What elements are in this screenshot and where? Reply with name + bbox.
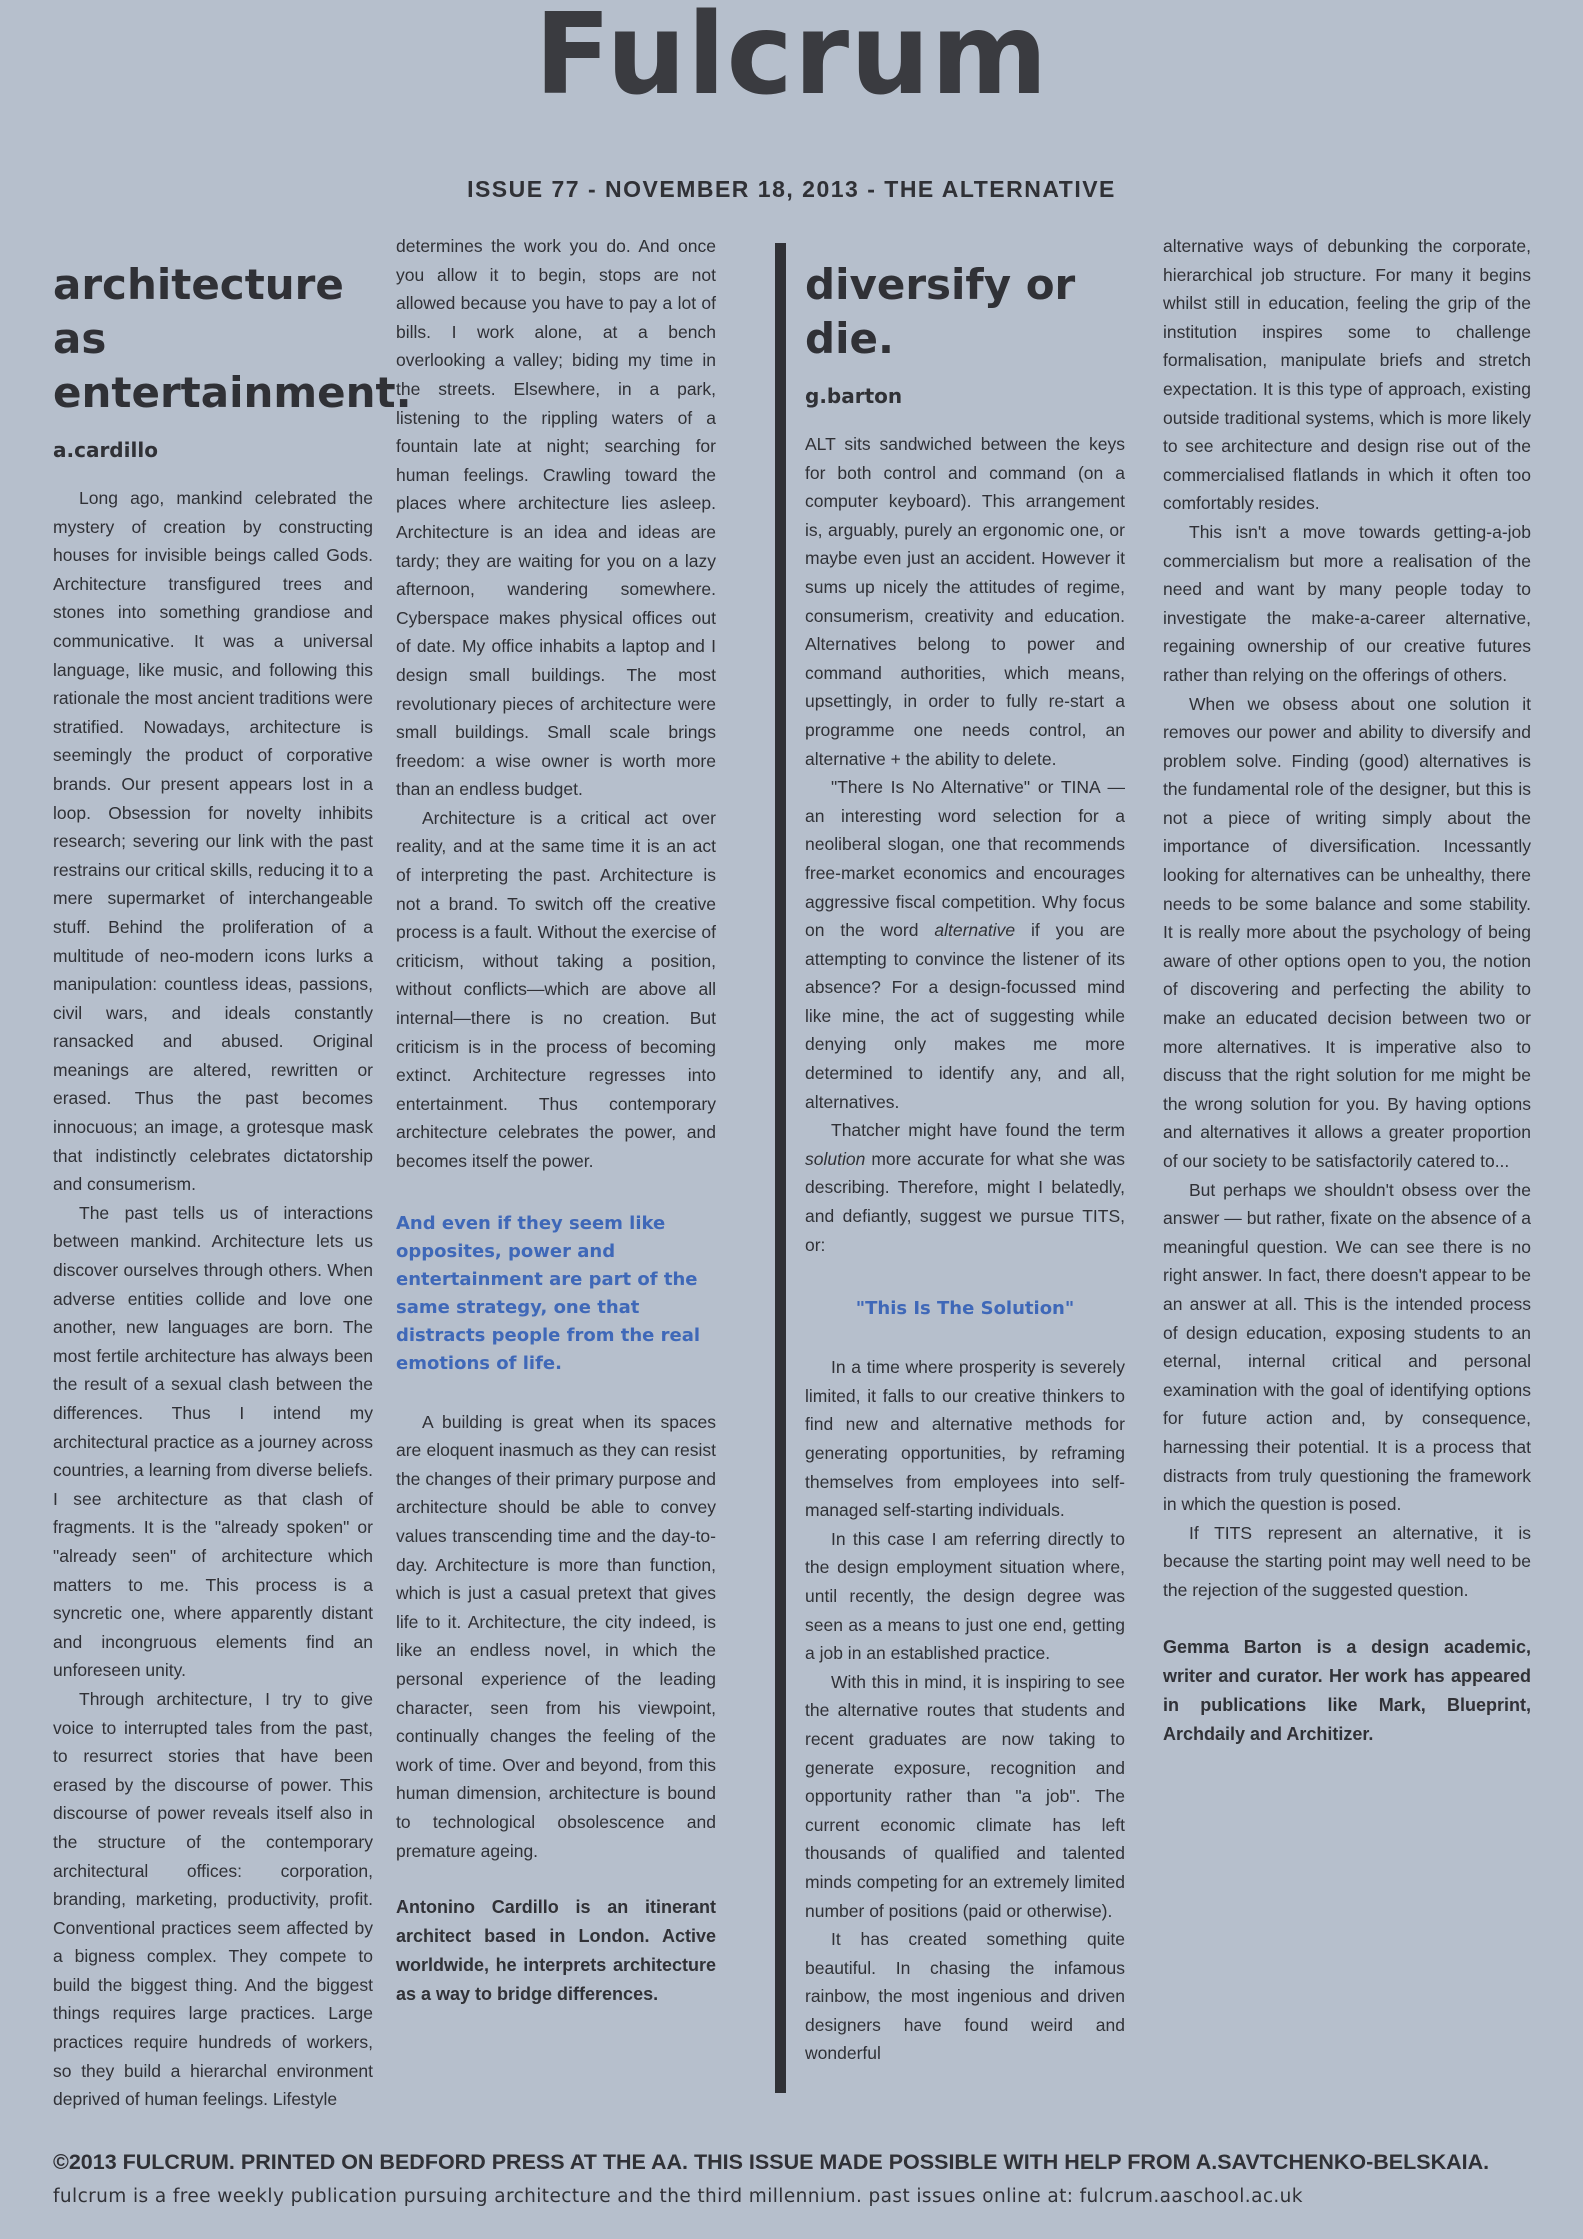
article2-paragraph-thatcher (805, 1116, 1125, 1259)
article1-paragraph: The past tells us of interactions between mankind. Architecture lets us discover ourselves through others. When adverse entities collide and love one another, new languages are born. The most fertile architecture has always been the result of a sexual clash between the differences. Thus I intend my architectural practice as a journey across countries, a learning from diverse beliefs. I see architecture as that clash of fragments. It is the "already spoken" or "already seen" of architecture which matters to me. This process is a syncretic one, where apparently distant and incongruous elements find an unforeseen unity. (53, 1202, 373, 1681)
article1-body-continued (396, 232, 716, 1176)
article1-body (53, 484, 373, 2114)
article2-paragraph: When we obsess about one solution it removes our power and ability to diversify and problem solve. Finding (good) alternatives is the fundamental role of the designer, but this is not a piece of writing simply about the importance of diversification. Incessantly looking for alternatives can be unhealthy, there needs to be some balance and some stability. It is really more about the psychology of being aware of other options open to you, the notion of discovering and perfecting the ability to make an educated decision between two or more alternatives. It is imperative also to discuss that the right solution for me might be the wrong solution for you. By having options and alternatives it allows a greater proportion of our society to be satisfactorily catered to... (1163, 693, 1531, 1171)
article1-paragraph: Long ago, mankind celebrated the mystery of creation by constructing houses for invisible beings called Gods. Architecture transfigured trees and stones into something grandiose and communicative. It was a universal language, like music, and following this rationale the most ancient traditions were stratified. Nowadays, architecture is seemingly the product of corporative brands. Our present appears lost in a loop. Obsession for novelty inhibits research; severing our link with the past restrains our critical skills, reducing it to a mere supermarket of interchangeable stuff. Behind the proliferation of a multitude of neo-modern icons lurks a manipulation: countless ideas, passions, civil wars, and ideals constantly ransacked and abused. Original meanings are altered, rewritten or erased. Thus the past becomes innocuous; an image, a grotesque mask that indistinctly celebrates dictatorship and consumerism. (53, 488, 373, 1195)
text-run: more accurate for what she was describing. Therefore, might I belatedly, and defiantly, suggest we pursue TITS, or: (805, 1148, 1125, 1255)
article1-paragraph: A building is great when its spaces are eloquent inasmuch as they can resist the changes of their primary purpose and architecture should be able to convey values transcending time and the day-to-day. Architecture is more than function, which is just a casual pretext that gives life to it. Architecture, the city indeed, is like an endless novel, in which the personal experience of the leading character, seen from his viewpoint, continually changes the feeling of the work of time. Over and beyond, from this human dimension, architecture is bound to technological obsolescence and premature ageing. (396, 1411, 716, 1861)
article2-body-continued (1163, 232, 1531, 1605)
article2-paragraph: If TITS represent an alternative, it is because the starting point may well need to be the rejection of the suggested question. (1163, 1522, 1531, 1600)
article2-column2 (1163, 232, 1531, 1749)
footer-tagline: fulcrum is a free weekly publication pursuing architecture and the third millennium. past issues online at: fulcrum.aaschool.ac.uk (53, 2186, 1303, 2207)
italic-word: solution (805, 1148, 866, 1169)
vertical-rule (775, 243, 786, 2093)
article2-body (805, 430, 1125, 1259)
article2-paragraph: With this in mind, it is inspiring to see the alternative routes that students and recent graduates are now taking to generate exposure, recognition and opportunity rather than "a job". The current economic climate has left thousands of qualified and talented minds competing for an extremely limited number of positions (paid or otherwise). (805, 1671, 1125, 1921)
article2-paragraph-tina (805, 773, 1125, 1116)
article1-pullquote: And even if they seem like opposites, power and entertainment are part of the same strategy, one that distracts people from the real emotions of life. (396, 1212, 701, 1374)
article2-paragraph: This isn't a move towards getting-a-job commercialism but more a realisation of the need and want by many people today to investigate the make-a-career alternative, regaining ownership of our creative futures rather than relying on the offerings of others. (1163, 521, 1531, 685)
text-run: if you are attempting to convince the listener of its absence? For a design-focussed mind like mine, the act of suggesting while denying only makes me more determined to identify any, and all, alternatives. (805, 920, 1125, 1112)
article1-author-bio: Antonino Cardillo is an itinerant architect based in London. Active worldwide, he interprets architecture as a way to bridge differences. (396, 1897, 716, 2005)
article2-body-after-quote (805, 1353, 1125, 2068)
article1-paragraph: Architecture is a critical act over reality, and at the same time it is an act of interpreting the past. Architecture is not a brand. To switch off the creative process is a fault. Without the exercise of criticism, without taking a position, without conflicts—which are above all internal—there is no creation. But criticism is in the process of becoming extinct. Architecture regresses into entertainment. Thus contemporary architecture celebrates the power, and becomes itself the power. (396, 807, 716, 1171)
article2-paragraph: It has created something quite beautiful. In chasing the infamous rainbow, the most ingenious and driven designers have found weird and wonderful (805, 1929, 1125, 2064)
article2-paragraph: alternative ways of debunking the corporate, hierarchical job structure. For many it begins whilst still in education, feeling the grip of the institution inspires some to challenge formalisation, manipulate briefs and stretch expectation. It is this type of approach, existing outside traditional systems, which is more likely to see architecture and design rise out of the commercialised flatlands in which it often too comfortably resides. (1163, 236, 1531, 514)
article1-headline: architecture as entertainment. (53, 260, 412, 417)
article1-column1 (53, 232, 412, 2114)
italic-word: alternative (934, 920, 1016, 941)
article2-headline: diversify or die. (805, 260, 1076, 363)
article2-paragraph: In a time where prosperity is severely limited, it falls to our creative thinkers to find new and alternative methods for generating opportunities, by reframing themselves from employees into self-managed self-starting individuals. (805, 1357, 1125, 1521)
text-run: Thatcher might have found the term (831, 1120, 1125, 1141)
article2-paragraph: But perhaps we shouldn't obsess over the answer — but rather, fixate on the absence of a meaningful question. We can see there is no right answer. In fact, there doesn't appear to be an answer at all. This is the intended process of design education, exposing students to an eternal, internal critical and personal examination with the goal of identifying options for future action and, by consequence, harnessing their potential. It is a process that distracts from truly questioning the framework in which the question is posed. (1163, 1179, 1531, 1515)
article2-author-bio: Gemma Barton is a design academic, writer and curator. Her work has appeared in publications like Mark, Blueprint, Archdaily and Architizer. (1163, 1636, 1531, 1744)
masthead-title: Fulcrum (534, 0, 1049, 120)
footer-credits: ©2013 FULCRUM. PRINTED ON BEDFORD PRESS AT THE AA. THIS ISSUE MADE POSSIBLE WITH HELP FROM A.SAVTCHENKO-BELSKAIA. (53, 2150, 1490, 2174)
article1-paragraph: determines the work you do. And once you allow it to begin, stops are not allowed because you have to pay a lot of bills. I work alone, at a bench overlooking a valley; biding my time in the streets. Elsewhere, in a park, listening to the rippling waters of a fountain late at night; searching for human feelings. Crawling toward the places where architecture lies asleep. Architecture is an idea and ideas are tardy; they are waiting for you on a lazy afternoon, wandering somewhere. Cyberspace makes physical offices out of date. My office inhabits a laptop and I design small buildings. The most revolutionary pieces of architecture were small buildings. Small scale brings freedom: a wise owner is worth more than an endless budget. (396, 236, 716, 800)
issue-line: ISSUE 77 - NOVEMBER 18, 2013 - THE ALTERNATIVE (467, 176, 1116, 202)
text-run: "There Is No Alternative" or TINA — an interesting word selection for a neoliberal slogan, one that recommends free-market economics and encourages aggressive fiscal competition. Why focus on the word (805, 777, 1125, 941)
article2-paragraph: ALT sits sandwiched between the keys for both control and command (on a computer keyboard). This arrangement is, arguably, purely an ergonomic one, or maybe even just an accident. However it sums up nicely the attitudes of regime, consumerism, creativity and education. Alternatives belong to power and command authorities, which means, upsettingly, in order to fully re-start a programme one needs control, an alternative + the ability to delete. (805, 434, 1125, 769)
article1-body-after-quote (396, 1408, 716, 1866)
article1-column2 (396, 232, 716, 2009)
article2-paragraph: In this case I am referring directly to the design employment situation where, until recently, the design degree was seen as a means to just one end, getting a job in an established practice. (805, 1528, 1125, 1664)
article2-column1 (805, 232, 1125, 2068)
article1-byline: a.cardillo (53, 438, 158, 462)
article2-pullquote: "This Is The Solution" (855, 1298, 1075, 1320)
article1-paragraph: Through architecture, I try to give voice to interrupted tales from the past, to resurrect stories that have been erased by the discourse of power. This discourse of power reveals itself also in the structure of the contemporary architectural offices: corporation, branding, marketing, productivity, profit. Conventional practices seem affected by a bigness complex. They compete to build the biggest thing. And the biggest things requires large practices. Large practices require hundreds of workers, so they build a hierarchal environment deprived of human feelings. Lifestyle (53, 1688, 373, 2110)
article2-byline: g.barton (805, 384, 903, 408)
